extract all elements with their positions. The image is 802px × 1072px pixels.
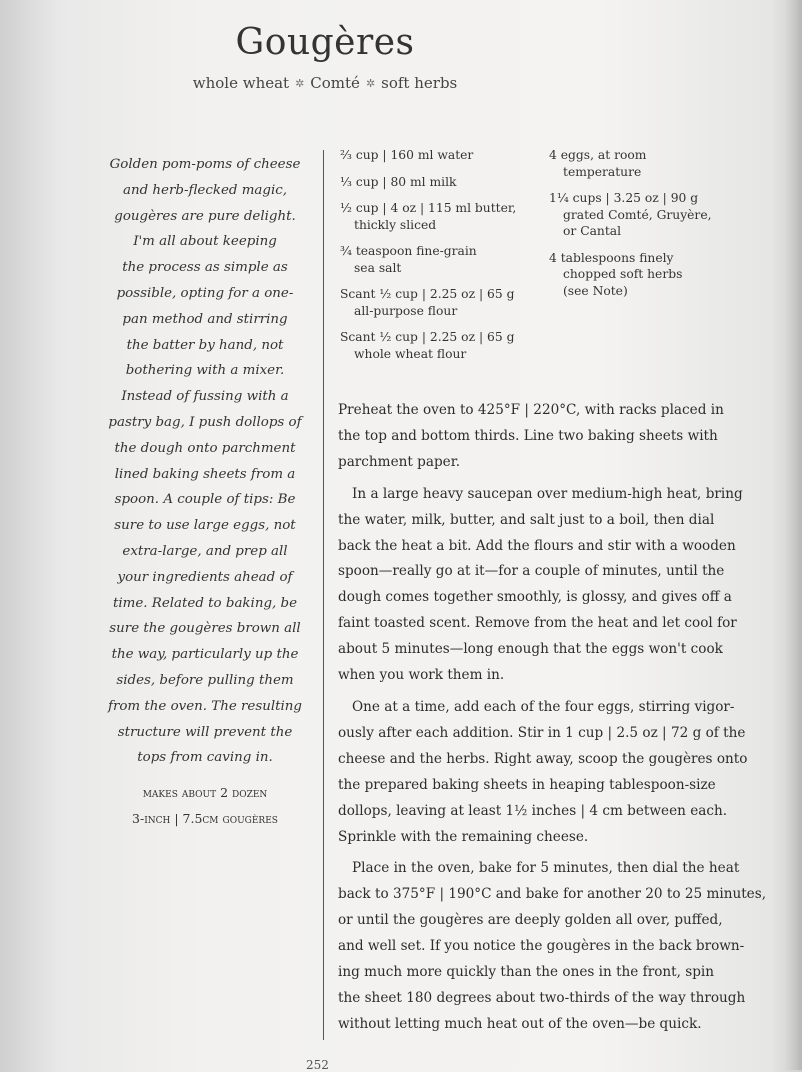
ingredient-item	[549, 147, 749, 180]
method-line: back the heat a bit. Add the flours and stir with a wooden	[338, 537, 736, 554]
ingredient-line: or Cantal	[563, 224, 622, 238]
ingredient-line: ⅓ cup | 80 ml milk	[340, 174, 457, 189]
intro-line: sides, before pulling them	[116, 672, 294, 688]
method-line: dollops, leaving at least 1½ inches | 4 cm between each.	[338, 802, 728, 819]
method-line: without letting much heat out of the oven—be quick.	[338, 1015, 702, 1032]
intro-line: structure will prevent the	[117, 724, 293, 740]
intro-line: spoon. A couple of tips: Be	[114, 492, 296, 508]
ingredient-line: (see Note)	[563, 283, 628, 298]
intro-line: the process as simple as	[122, 260, 288, 276]
intro-line: sure to use large eggs, not	[114, 518, 296, 534]
column-divider	[323, 150, 324, 1040]
ingredient-item	[549, 190, 749, 240]
method-line: cheese and the herbs. Right away, scoop the gougères onto	[338, 750, 748, 767]
method-line: One at a time, add each of the four eggs, stirring vigor-	[352, 698, 735, 715]
yield-line: makes about 2 dozen	[142, 785, 268, 800]
method-paragraph	[338, 398, 743, 476]
method-line: ing much more quickly than the ones in the front, spin	[338, 964, 715, 981]
method-line: the sheet 180 degrees about two-thirds of the way through	[338, 989, 746, 1006]
method-line: the water, milk, butter, and salt just to a boil, then dial	[338, 511, 715, 528]
method-line: when you work them in.	[338, 667, 505, 684]
subtitle-item: Comté	[310, 74, 360, 92]
intro-line: the way, particularly up the	[111, 647, 299, 663]
method-line: In a large heavy saucepan over medium-high heat, bring	[352, 485, 743, 502]
ingredient-line: temperature	[563, 164, 642, 179]
method-paragraph	[338, 695, 748, 850]
ingredients-column-1	[340, 147, 530, 372]
intro-line: the batter by hand, not	[126, 337, 284, 353]
ingredient-line: Scant ½ cup | 2.25 oz | 65 g	[340, 287, 515, 301]
intro-line: lined baking sheets from a	[114, 466, 296, 482]
ingredient-line: 4 eggs, at room	[549, 148, 647, 162]
ingredient-line: 1¼ cups | 3.25 oz | 90 g	[549, 191, 699, 205]
method-line: the prepared baking sheets in heaping tablespoon-size	[338, 776, 716, 793]
intro-line: tops from caving in.	[137, 750, 273, 766]
intro-line: Golden pom-poms of cheese	[109, 157, 301, 172]
method-paragraph	[338, 856, 767, 1037]
subtitle-item: soft herbs	[381, 74, 458, 92]
method-line: back to 375°F | 190°C and bake for another 20 to 25 minutes,	[338, 886, 767, 903]
recipe-title: Gougères	[235, 22, 415, 63]
method-line: parchment paper.	[338, 453, 461, 470]
intro-line: gougères are pure delight.	[114, 208, 296, 224]
ingredient-line: Scant ½ cup | 2.25 oz | 65 g	[340, 330, 515, 344]
ingredient-line: sea salt	[354, 260, 402, 275]
method-line: Preheat the oven to 425°F | 220°C, with racks placed in	[338, 402, 724, 418]
ingredient-item	[340, 286, 530, 319]
intro-line: from the oven. The resulting	[108, 698, 302, 714]
ingredient-line: thickly sliced	[354, 217, 437, 232]
intro-line: your ingredients ahead of	[117, 569, 293, 585]
ingredient-item	[340, 329, 530, 362]
intro-line: sure the gougères brown all	[109, 621, 301, 637]
intro-line: time. Related to baking, be	[112, 595, 298, 611]
star-icon: ✲	[365, 77, 376, 90]
ingredient-line: whole wheat flour	[354, 346, 467, 361]
page-edge-shadow	[784, 0, 802, 1070]
ingredient-line: ¾ teaspoon fine-grain	[340, 244, 477, 258]
intro-text	[100, 152, 310, 771]
method-line: faint toasted scent. Remove from the heat and let cool for	[338, 615, 737, 632]
method-line: ously after each addition. Stir in 1 cup | 2.5 oz | 72 g of the	[338, 724, 746, 741]
ingredient-item	[340, 200, 530, 233]
intro-line: bothering with a mixer.	[125, 363, 285, 379]
ingredient-line: chopped soft herbs	[563, 267, 683, 281]
intro-line: pan method and stirring	[122, 311, 288, 327]
ingredient-item	[340, 243, 530, 276]
subtitle-item: whole wheat	[192, 74, 290, 92]
recipe-subtitle	[0, 74, 650, 92]
intro-line: Instead of fussing with a	[121, 389, 289, 405]
ingredient-item	[549, 250, 749, 300]
intro-line: extra-large, and prep all	[122, 543, 288, 559]
ingredient-line: grated Comté, Gruyère,	[563, 207, 712, 222]
intro-line: pastry bag, I push dollops of	[108, 414, 302, 430]
method-line: the top and bottom thirds. Line two baking sheets with	[338, 427, 718, 444]
intro-line: the dough onto parchment	[114, 440, 296, 456]
intro-line: and herb-flecked magic,	[123, 182, 287, 198]
intro-line: possible, opting for a one-	[116, 285, 294, 301]
yield-line: 3-inch | 7.5cm gougères	[132, 811, 278, 826]
ingredient-item	[340, 174, 530, 191]
method-line: about 5 minutes—long enough that the eggs won't cook	[338, 641, 723, 658]
ingredient-line: ½ cup | 4 oz | 115 ml butter,	[340, 201, 517, 215]
page-number: 252	[306, 1058, 329, 1072]
ingredients-column-2	[549, 147, 749, 309]
ingredient-item	[340, 147, 530, 164]
ingredient-line: all-purpose flour	[354, 303, 458, 318]
method-line: Sprinkle with the remaining cheese.	[338, 828, 589, 845]
method-line: and well set. If you notice the gougères in the back brown-	[338, 938, 745, 955]
method-line: or until the gougères are deeply golden all over, puffed,	[338, 912, 723, 929]
ingredient-line: 4 tablespoons finely	[549, 250, 674, 265]
ingredient-line: ⅔ cup | 160 ml water	[340, 148, 474, 162]
intro-line: I'm all about keeping	[133, 234, 277, 250]
recipe-yield	[100, 780, 310, 832]
method-text	[338, 398, 767, 1044]
method-line: Place in the oven, bake for 5 minutes, then dial the heat	[352, 860, 740, 877]
star-icon: ✲	[295, 77, 305, 90]
method-paragraph	[338, 482, 743, 689]
method-line: dough comes together smoothly, is glossy, and gives off a	[338, 589, 732, 606]
method-line: spoon—really go at it—for a couple of minutes, until the	[338, 563, 725, 580]
